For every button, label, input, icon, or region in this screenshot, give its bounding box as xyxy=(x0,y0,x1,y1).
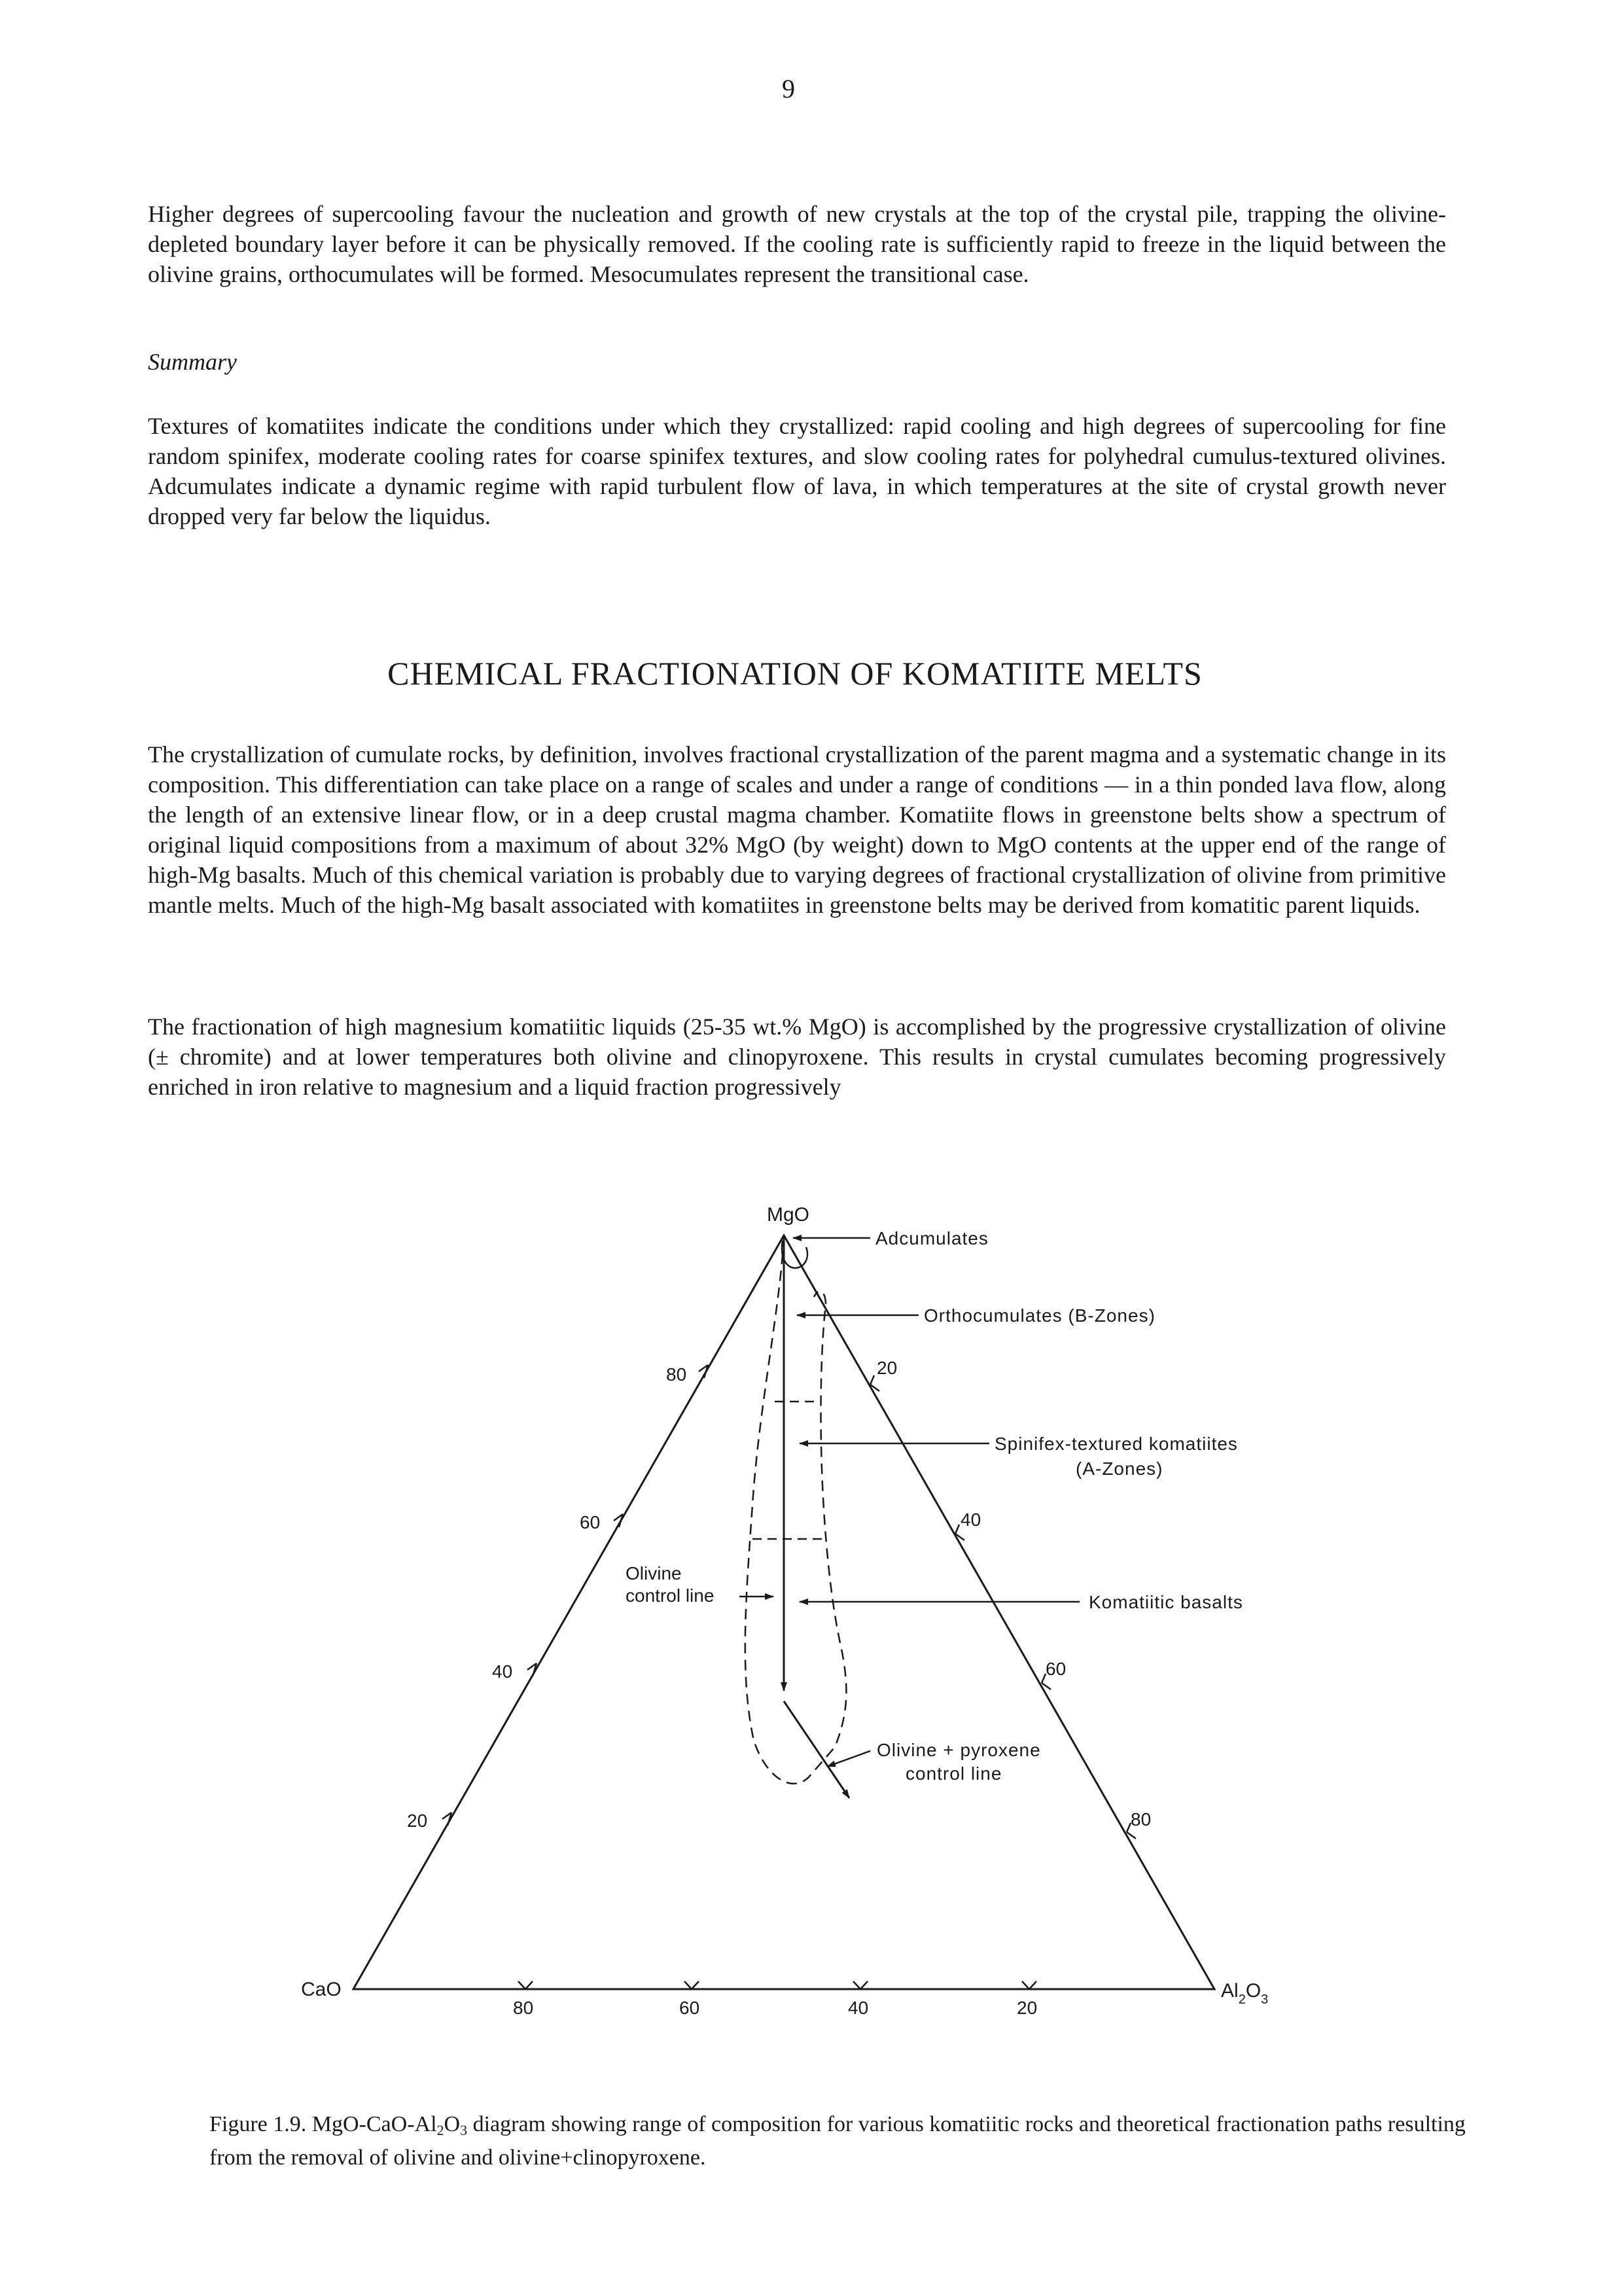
right-tick-60: 60 xyxy=(1046,1659,1067,1679)
bottom-tick-60: 60 xyxy=(679,1998,700,2018)
bottom-tick-80: 80 xyxy=(513,1998,534,2018)
label-olivine-control: control line xyxy=(626,1585,715,1606)
page-number: 9 xyxy=(782,74,795,103)
right-tick-80: 80 xyxy=(1131,1809,1152,1829)
label-olivine: Olivine xyxy=(626,1563,682,1583)
paragraph-fractionation: The fractionation of high magnesium komatiitic liquids (25-35 wt.% MgO) is accomplished by the progressive crystallization of olivine (± chromite) and at lower temperatures both olivine and clinopyroxene. This results in crystal cumulates becoming progressively enriched in iron relative to magnesium and a liquid fraction progressively xyxy=(148,1014,1446,1100)
left-tick-40: 40 xyxy=(492,1661,513,1682)
apex-label-al2o3: $Al_2O_3$ xyxy=(1221,1980,1269,2007)
right-tick-20: 20 xyxy=(877,1358,898,1378)
summary-heading: Summary xyxy=(148,349,237,375)
bottom-tick-20: 20 xyxy=(1017,1998,1038,2018)
bottom-ticks xyxy=(518,1981,1036,1989)
label-adcumulates: Adcumulates xyxy=(875,1228,989,1248)
bottom-tick-40: 40 xyxy=(848,1998,869,2018)
apex-label-mgo: MgO xyxy=(767,1204,810,1226)
left-tick-80: 80 xyxy=(666,1364,687,1385)
label-spinifex: Spinifex-textured komatiites xyxy=(995,1434,1238,1454)
left-tick-20: 20 xyxy=(407,1810,428,1831)
paragraph-summary: Textures of komatiites indicate the conditions under which they crystallized: rapid cooling and high degrees of supercooling for fine random spinifex, moderate cooling rates for coarse spinifex textures, and slow cooling rates for polyhedral cumulus-textured olivines. Adcumulates indicate a dynamic regime with rapid turbulent flow of lava, in which temperatures at the site of crystal growth never dropped very far below the liquidus. xyxy=(148,413,1446,529)
section-heading: CHEMICAL FRACTIONATION OF KOMATIITE MELTS xyxy=(387,655,1203,692)
apex-label-cao: CaO xyxy=(301,1979,342,2000)
right-tick-40: 40 xyxy=(961,1510,981,1530)
figure-caption: Figure 1.9. MgO-$CaO-Al_2O_3$ diagram showing range of composition for various komatiitic rocks and theoretical fractionation paths resulting from the removal of olivine and olivine+clinopyroxene. xyxy=(209,2112,1466,2170)
label-a-zones: (A-Zones) xyxy=(1076,1458,1163,1479)
paragraph-cumulate-crystallization: The crystallization of cumulate rocks, by definition, involves fractional crystallization of the parent magma and a systematic change in its composition. This differentiation can take place on a range of scales and under a range of conditions — in a thin ponded lava flow, along the length of an extensive linear flow, or in a deep crustal magma chamber. Komatiite flows in greenstone belts show a spectrum of original liquid compositions from a maximum of about 32% MgO (by weight) down to MgO contents at the upper end of the range of high-Mg basalts. Much of this chemical variation is probably due to varying degrees of fractional crystallization of olivine from primitive mantle melts. Much of the high-Mg basalt associated with komatiites in greenstone belts may be derived from komatitic parent liquids. xyxy=(148,741,1446,918)
left-tick-60: 60 xyxy=(580,1512,601,1532)
label-orthocumulates: Orthocumulates (B-Zones) xyxy=(924,1305,1156,1326)
paragraph-supercooling: Higher degrees of supercooling favour the nucleation and growth of new crystals at the top of the crystal pile, trapping the olivine-depleted boundary layer before it can be physically removed. If the cooling rate is sufficiently rapid to freeze in the liquid between the olivine grains, orthocumulates will be formed. Mesocumulates represent the transitional case. xyxy=(148,201,1446,287)
label-komatiitic-basalts: Komatiitic basalts xyxy=(1089,1592,1243,1612)
label-olivine-pyroxene: Olivine + pyroxene xyxy=(877,1740,1041,1760)
label-olivine-pyroxene-control: control line xyxy=(906,1763,1002,1784)
